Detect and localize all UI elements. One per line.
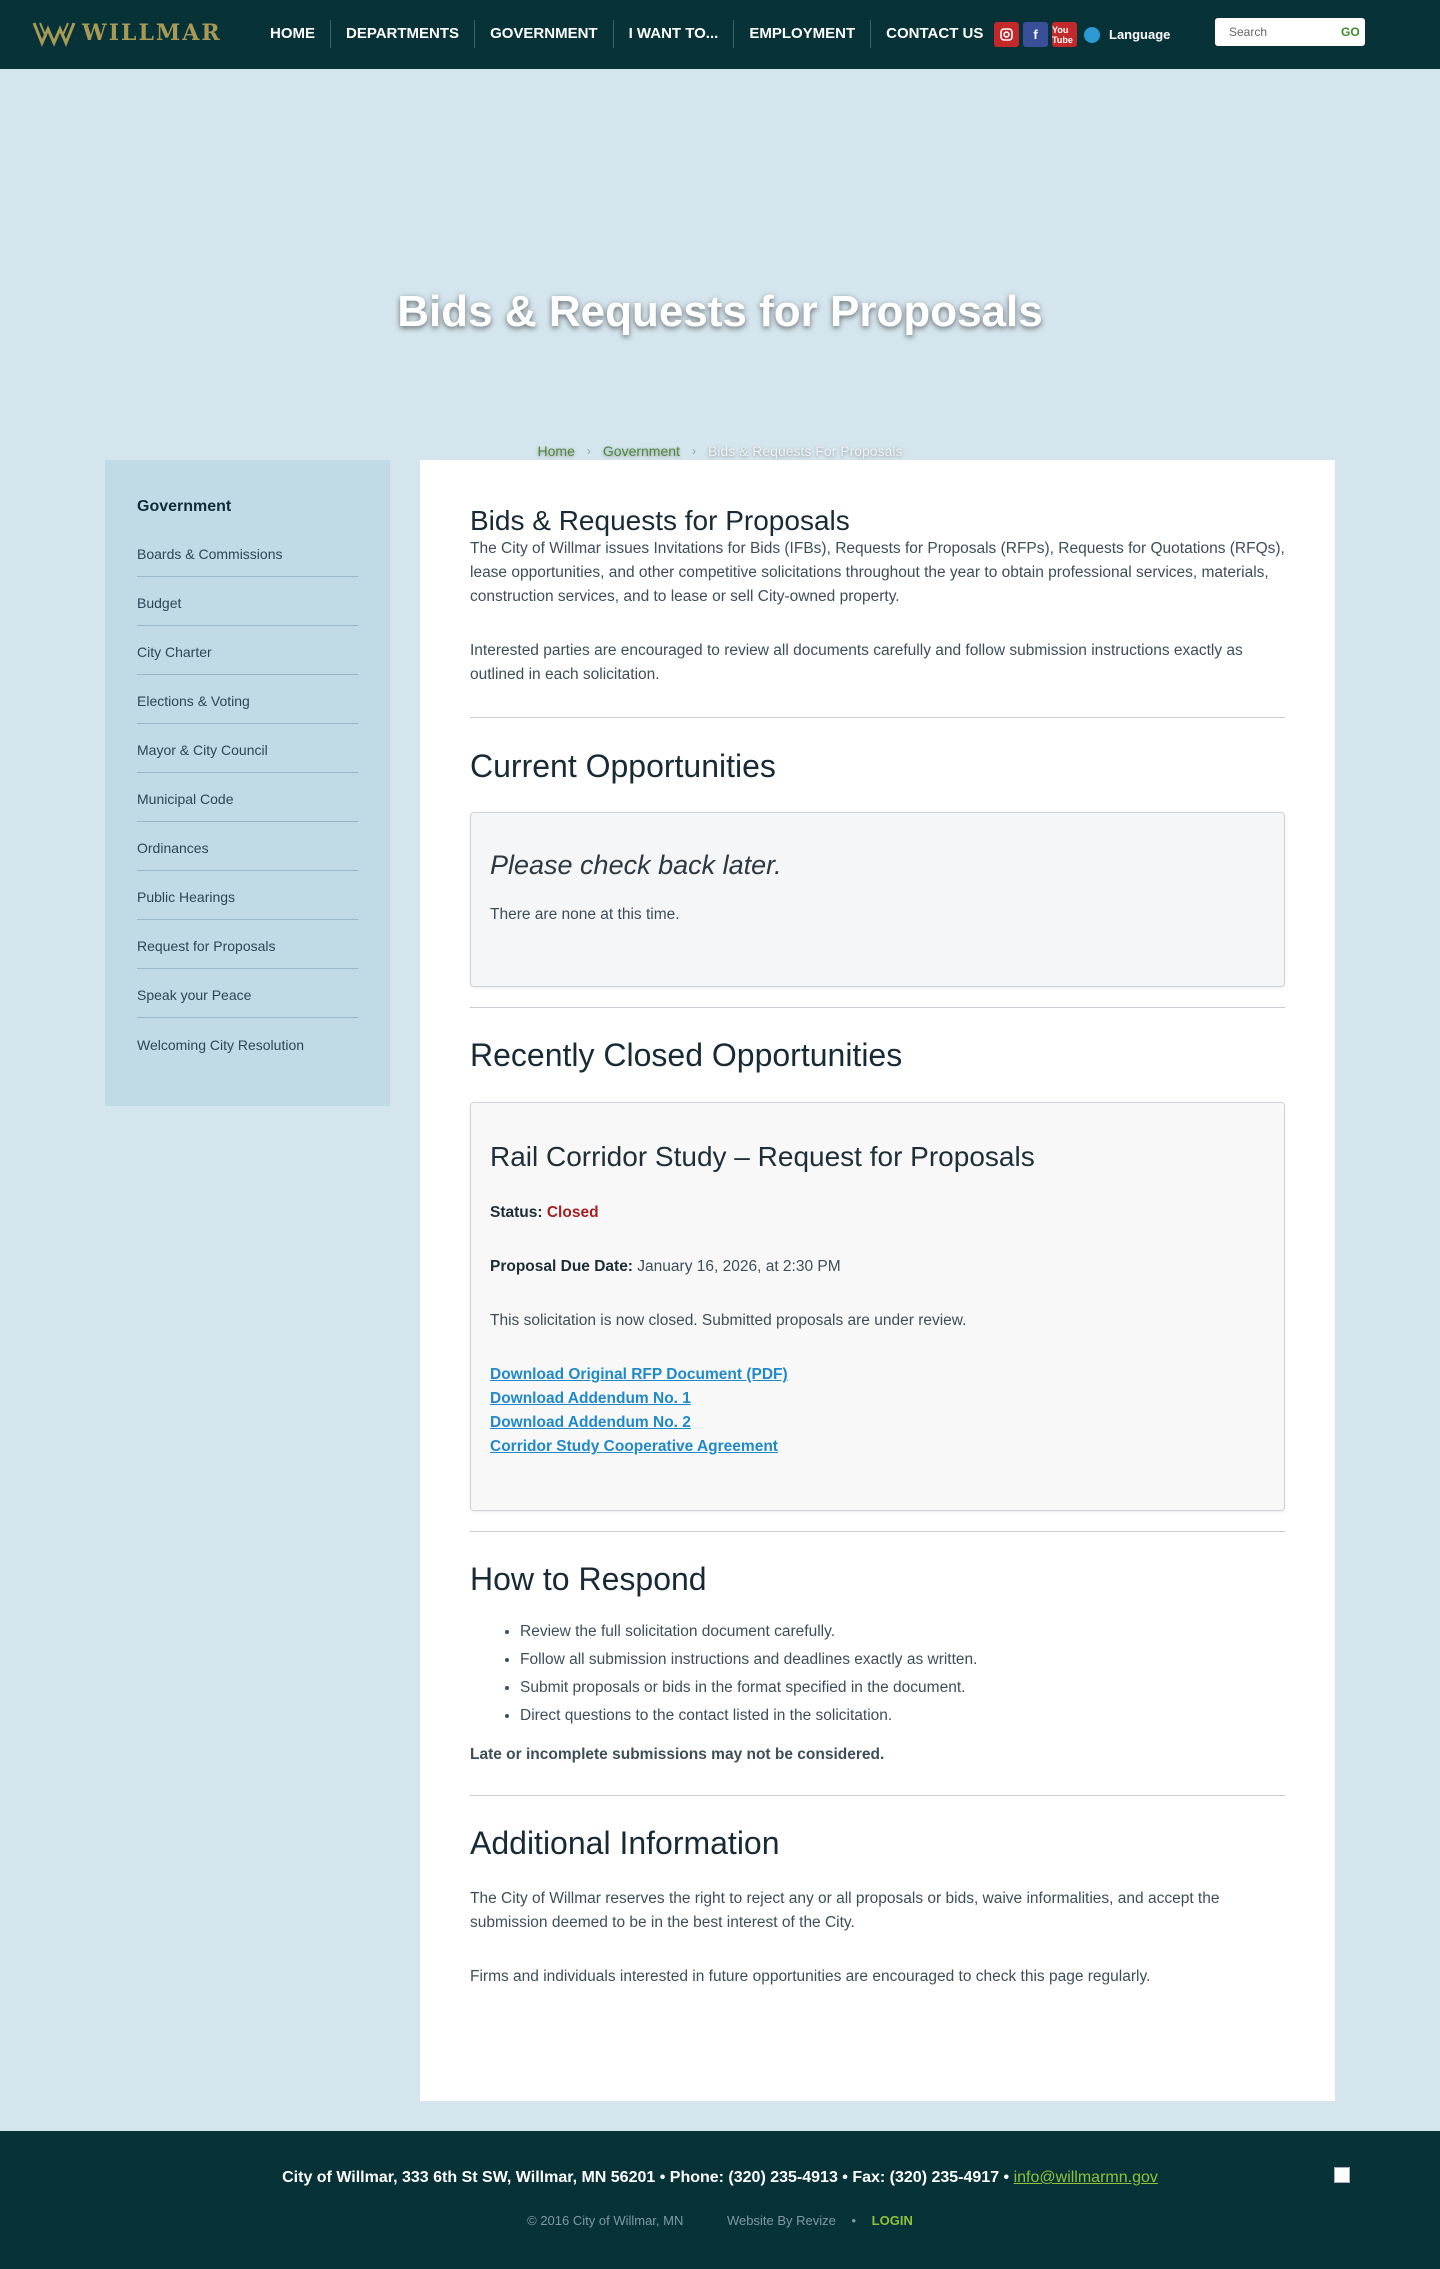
sidebar-item bbox=[137, 822, 358, 871]
sidebar-item bbox=[137, 969, 358, 1018]
sidebar-link-speak-your-peace[interactable]: Speak your Peace bbox=[137, 987, 252, 1003]
no-opportunities-text: There are none at this time. bbox=[490, 906, 680, 923]
search-go-button[interactable]: GO bbox=[1341, 25, 1360, 39]
nav-contact-us[interactable]: CONTACT US bbox=[870, 20, 998, 48]
breadcrumb-government[interactable]: Government bbox=[602, 443, 680, 459]
sidebar-item bbox=[137, 626, 358, 675]
status-badge: Closed bbox=[546, 1204, 599, 1221]
download-addendum-1-link[interactable]: Download Addendum No. 1 bbox=[490, 1390, 691, 1407]
additional-info-paragraph: The City of Willmar reserves the right to reject any or all proposals or bids, waive informalities, and accept the submission deemed to be in the best interest of the City. bbox=[470, 1890, 1220, 1931]
list-item: • Direct questions to the contact listed in the solicitation. bbox=[520, 1702, 1285, 1730]
sidebar-title: Government bbox=[137, 498, 232, 515]
breadcrumb-current: Bids & Requests For Proposals bbox=[707, 443, 903, 459]
footer-login-link[interactable]: LOGIN bbox=[871, 2213, 913, 2228]
footer-email-link[interactable]: info@willmarmn.gov bbox=[1013, 2169, 1158, 2186]
status-label: Status: bbox=[490, 1204, 543, 1221]
recently-closed-heading: Recently Closed Opportunities bbox=[470, 1037, 903, 1073]
section-divider bbox=[470, 1795, 1285, 1796]
language-label: Language bbox=[1109, 27, 1171, 42]
footer-copyright: © 2016 City of Willmar, MN bbox=[527, 2213, 684, 2228]
section-divider bbox=[470, 717, 1285, 718]
facebook-icon[interactable]: f bbox=[1023, 22, 1048, 47]
broken-image-icon bbox=[1334, 2167, 1350, 2183]
rfp-card bbox=[470, 1102, 1285, 1511]
closed-note: This solicitation is now closed. Submitted proposals are under review. bbox=[490, 1312, 967, 1329]
hero-banner bbox=[0, 69, 1440, 460]
sidebar-link-budget[interactable]: Budget bbox=[137, 595, 182, 611]
main-content bbox=[420, 460, 1335, 2101]
download-addendum-2-link[interactable]: Download Addendum No. 2 bbox=[490, 1414, 691, 1431]
hero-title: Bids & Requests for Proposals bbox=[397, 287, 1043, 336]
due-date-label: Proposal Due Date: bbox=[490, 1258, 633, 1275]
current-opportunities-heading: Current Opportunities bbox=[470, 748, 776, 784]
footer-bullet: • bbox=[851, 2213, 857, 2228]
additional-info-heading: Additional Information bbox=[470, 1825, 780, 1861]
section-divider bbox=[470, 1007, 1285, 1008]
sidebar-menu bbox=[137, 528, 358, 1067]
sidebar-link-mayor-council[interactable]: Mayor & City Council bbox=[137, 742, 268, 758]
current-opportunities-box bbox=[470, 812, 1285, 987]
breadcrumb-home[interactable]: Home bbox=[537, 443, 575, 459]
nav-departments[interactable]: DEPARTMENTS bbox=[330, 20, 474, 48]
willmar-logo-icon bbox=[32, 19, 76, 47]
site-header bbox=[0, 0, 1440, 69]
intro-paragraph: The City of Willmar issues Invitations for Bids (IFBs), Requests for Proposals (RFPs), Requests for Quotations (RFQs), lease opportunities, and other competitive solicitations throughout the year to obtain professional services, materials, construction services, and to lease or sell City-owned property. bbox=[470, 540, 1285, 605]
download-rfp-pdf-link[interactable]: Download Original RFP Document (PDF) bbox=[490, 1366, 788, 1383]
sidebar-link-ordinances[interactable]: Ordinances bbox=[137, 840, 209, 856]
list-item: • Follow all submission instructions and deadlines exactly as written. bbox=[520, 1646, 1285, 1674]
sidebar-item bbox=[137, 1018, 358, 1067]
nav-i-want-to[interactable]: I WANT TO... bbox=[613, 20, 734, 48]
sidebar-item bbox=[137, 920, 358, 969]
sidebar-item bbox=[137, 675, 358, 724]
footer-address bbox=[0, 2169, 1440, 2187]
logo-text: WILLMAR bbox=[82, 20, 222, 46]
sidebar-item bbox=[137, 773, 358, 822]
instagram-icon[interactable] bbox=[994, 22, 1019, 47]
respond-steps-list bbox=[520, 1618, 1285, 1730]
cooperative-agreement-link[interactable]: Corridor Study Cooperative Agreement bbox=[490, 1438, 778, 1455]
rfp-document-links bbox=[490, 1363, 1265, 1459]
list-item: • Review the full solicitation document carefully. bbox=[520, 1618, 1285, 1646]
language-selector[interactable] bbox=[1084, 27, 1170, 43]
section-divider bbox=[470, 1531, 1285, 1532]
due-date-value: January 16, 2026, at 2:30 PM bbox=[637, 1258, 841, 1275]
sidebar-link-public-hearings[interactable]: Public Hearings bbox=[137, 889, 236, 905]
site-footer bbox=[0, 2131, 1440, 2269]
sidebar-item bbox=[137, 871, 358, 920]
youtube-icon[interactable]: You Tube bbox=[1052, 22, 1077, 47]
sidebar-link-elections-voting[interactable]: Elections & Voting bbox=[137, 693, 250, 709]
nav-government[interactable]: GOVERNMENT bbox=[474, 20, 613, 48]
breadcrumb bbox=[0, 443, 1440, 459]
intro-paragraph: Interested parties are encouraged to review all documents carefully and follow submission instructions exactly as outlined in each solicitation. bbox=[470, 642, 1243, 683]
chevron-right-icon: › bbox=[586, 444, 591, 458]
additional-info-paragraph: Firms and individuals interested in future opportunities are encouraged to check this page regularly. bbox=[470, 1968, 1151, 1985]
how-to-respond-heading: How to Respond bbox=[470, 1561, 707, 1597]
site-logo[interactable] bbox=[32, 18, 222, 48]
chevron-right-icon: › bbox=[691, 444, 696, 458]
search-input[interactable] bbox=[1229, 25, 1329, 39]
main-nav bbox=[255, 20, 998, 48]
nav-employment[interactable]: EMPLOYMENT bbox=[733, 20, 870, 48]
sidebar-item bbox=[137, 528, 358, 577]
footer-credit: Website By Revize bbox=[727, 2213, 836, 2228]
footer-address-text: City of Willmar, 333 6th St SW, Willmar, MN 56201 • Phone: (320) 235-4913 • Fax: (320) 235-4917 • bbox=[282, 2169, 1010, 2186]
sidebar bbox=[105, 460, 390, 1106]
search-form bbox=[1215, 18, 1365, 46]
rfp-title: Rail Corridor Study – Request for Proposals bbox=[490, 1141, 1035, 1172]
globe-icon bbox=[1084, 27, 1100, 43]
nav-home[interactable]: HOME bbox=[270, 25, 315, 42]
no-opportunities-title: Please check back later. bbox=[490, 850, 782, 880]
sidebar-link-boards-commissions[interactable]: Boards & Commissions bbox=[137, 546, 283, 562]
sidebar-link-welcoming-city[interactable]: Welcoming City Resolution bbox=[137, 1036, 305, 1053]
social-links bbox=[994, 22, 1170, 47]
sidebar-link-city-charter[interactable]: City Charter bbox=[137, 644, 212, 660]
sidebar-item bbox=[137, 577, 358, 626]
sidebar-link-municipal-code[interactable]: Municipal Code bbox=[137, 791, 234, 807]
sidebar-link-request-for-proposals[interactable]: Request for Proposals bbox=[137, 938, 276, 954]
page-title: Bids & Requests for Proposals bbox=[470, 505, 850, 536]
sidebar-item bbox=[137, 724, 358, 773]
list-item: • Submit proposals or bids in the format specified in the document. bbox=[520, 1674, 1285, 1702]
late-submission-warning: Late or incomplete submissions may not be considered. bbox=[470, 1746, 885, 1763]
footer-copyright-row bbox=[0, 2213, 1440, 2228]
